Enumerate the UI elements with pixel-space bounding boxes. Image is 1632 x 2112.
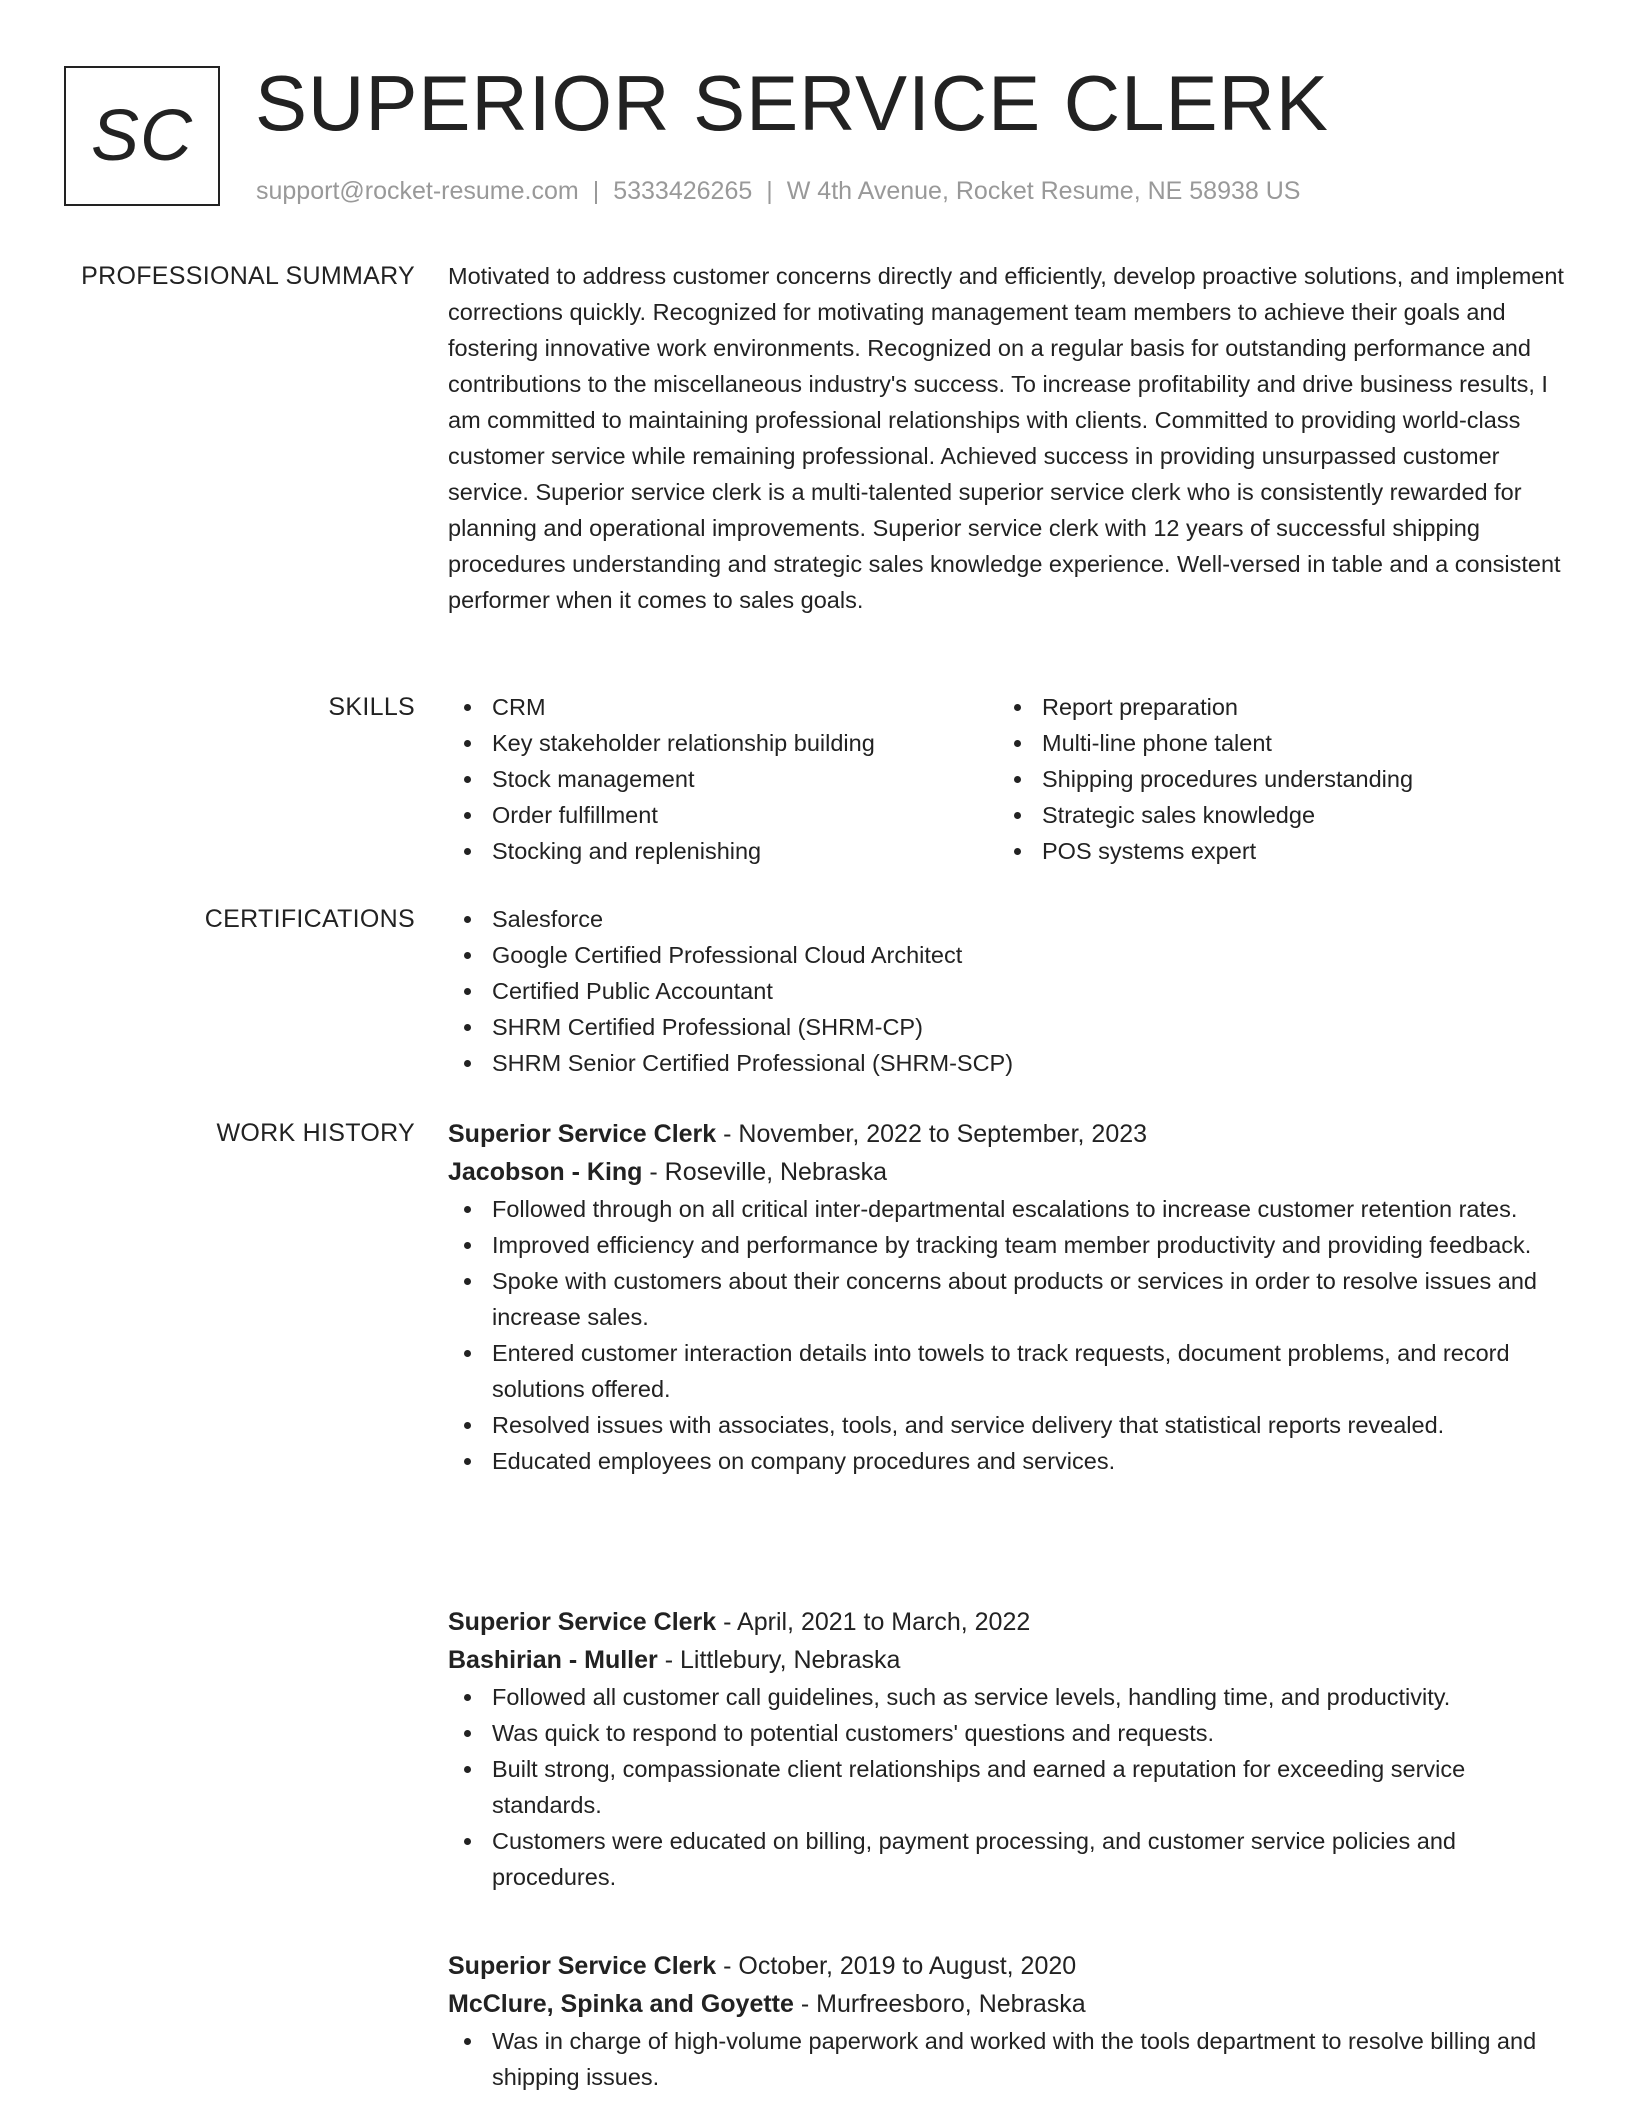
- contact-separator: |: [766, 177, 773, 205]
- skill-item: Shipping procedures understanding: [1042, 761, 1548, 797]
- job-title: Superior Service Clerk: [448, 1952, 717, 1980]
- skills-list-left: [448, 689, 998, 869]
- monogram-box: [64, 66, 220, 206]
- job-location: - Murfreesboro, Nebraska: [793, 1990, 1086, 2018]
- contact-email[interactable]: support@rocket-resume.com: [256, 177, 579, 205]
- job-title-line: [448, 1603, 1564, 1641]
- job-bullets: [448, 2023, 1564, 2095]
- certification-item: Certified Public Accountant: [492, 973, 1564, 1009]
- contact-phone[interactable]: 5333426265: [613, 177, 753, 205]
- job-dates: - October, 2019 to August, 2020: [716, 1952, 1077, 1980]
- contact-address: W 4th Avenue, Rocket Resume, NE 58938 US: [786, 177, 1301, 205]
- job-entry: [448, 1115, 1564, 1479]
- job-bullet: Followed through on all critical inter-departmental escalations to increase customer retention rates.: [492, 1191, 1564, 1227]
- job-entry: [448, 1947, 1564, 2095]
- job-bullet: Entered customer interaction details into towels to track requests, document problems, and record solutions offered.: [492, 1335, 1564, 1407]
- job-bullet: Was quick to respond to potential customers' questions and requests.: [492, 1715, 1564, 1751]
- job-bullet: Followed all customer call guidelines, such as service levels, handling time, and productivity.: [492, 1679, 1564, 1715]
- job-company: McClure, Spinka and Goyette: [448, 1990, 794, 2018]
- job-bullet: Built strong, compassionate client relationships and earned a reputation for exceeding service standards.: [492, 1751, 1564, 1823]
- certifications-list: [448, 901, 1564, 1081]
- skill-item: Stocking and replenishing: [492, 833, 998, 869]
- job-bullets: [448, 1679, 1564, 1895]
- job-bullet: Was in charge of high-volume paperwork and worked with the tools department to resolve billing and shipping issues.: [492, 2023, 1564, 2095]
- skill-item: Order fulfillment: [492, 797, 998, 833]
- job-bullet: Spoke with customers about their concerns about products or services in order to resolve issues and increase sales.: [492, 1263, 1564, 1335]
- work-history-heading: WORK HISTORY: [216, 1119, 415, 1147]
- job-entry: [448, 1603, 1564, 1895]
- contact-separator: |: [592, 177, 600, 205]
- job-company-line: [448, 1153, 1564, 1191]
- skill-item: Multi-line phone talent: [1042, 725, 1548, 761]
- job-bullet: Educated employees on company procedures and services.: [492, 1443, 1564, 1479]
- skill-item: Report preparation: [1042, 689, 1548, 725]
- job-company: Jacobson - King: [448, 1158, 643, 1186]
- certification-item: Google Certified Professional Cloud Architect: [492, 937, 1564, 973]
- job-title: Superior Service Clerk: [448, 1608, 717, 1636]
- skill-item: POS systems expert: [1042, 833, 1548, 869]
- certifications-body: [448, 901, 1564, 1081]
- skills-columns: [448, 689, 1564, 869]
- job-location: - Littlebury, Nebraska: [657, 1646, 901, 1674]
- job-bullets: [448, 1191, 1564, 1479]
- summary-text: Motivated to address customer concerns directly and efficiently, develop proactive solutions, and implement corrections quickly. Recognized for motivating management team members to achieve their goals and fostering innovative work environments. Recognized on a regular basis for outstanding performance and contributions to the miscellaneous industry's success. To increase profitability and drive business results, I am committed to maintaining professional relationships with clients. Committed to providing world-class customer service while remaining professional. Achieved success in providing unsurpassed customer service. Superior service clerk is a multi-talented superior service clerk who is consistently rewarded for planning and operational improvements. Superior service clerk with 12 years of successful shipping procedures understanding and strategic sales knowledge experience. Well-versed in table and a consistent performer when it comes to sales goals.: [448, 263, 1564, 613]
- job-title-line: [448, 1947, 1564, 1985]
- certification-item: SHRM Senior Certified Professional (SHRM-SCP): [492, 1045, 1564, 1081]
- monogram-initials: SC: [90, 96, 194, 176]
- skill-item: Strategic sales knowledge: [1042, 797, 1548, 833]
- job-dates: - November, 2022 to September, 2023: [716, 1120, 1148, 1148]
- job-title: Superior Service Clerk: [448, 1120, 717, 1148]
- job-bullet: Resolved issues with associates, tools, and service delivery that statistical reports revealed.: [492, 1407, 1564, 1443]
- skills-heading: SKILLS: [328, 693, 415, 721]
- job-company-line: [448, 1985, 1564, 2023]
- skill-item: Stock management: [492, 761, 998, 797]
- certification-item: Salesforce: [492, 901, 1564, 937]
- job-location: - Roseville, Nebraska: [642, 1158, 887, 1186]
- skill-item: CRM: [492, 689, 998, 725]
- job-bullet: Improved efficiency and performance by tracking team member productivity and providing feedback.: [492, 1227, 1564, 1263]
- job-company-line: [448, 1641, 1564, 1679]
- skill-item: Key stakeholder relationship building: [492, 725, 998, 761]
- job-title-line: [448, 1115, 1564, 1153]
- certifications-heading: CERTIFICATIONS: [204, 905, 415, 933]
- job-company: Bashirian - Muller: [448, 1646, 658, 1674]
- job-dates: - April, 2021 to March, 2022: [716, 1608, 1031, 1636]
- skills-list-right: [998, 689, 1548, 869]
- job-bullet: Customers were educated on billing, payment processing, and customer service policies and procedures.: [492, 1823, 1564, 1895]
- summary-heading: PROFESSIONAL SUMMARY: [81, 262, 415, 290]
- contact-line: [256, 176, 1300, 206]
- resume-name: SUPERIOR SERVICE CLERK: [255, 59, 1329, 147]
- certification-item: SHRM Certified Professional (SHRM-CP): [492, 1009, 1564, 1045]
